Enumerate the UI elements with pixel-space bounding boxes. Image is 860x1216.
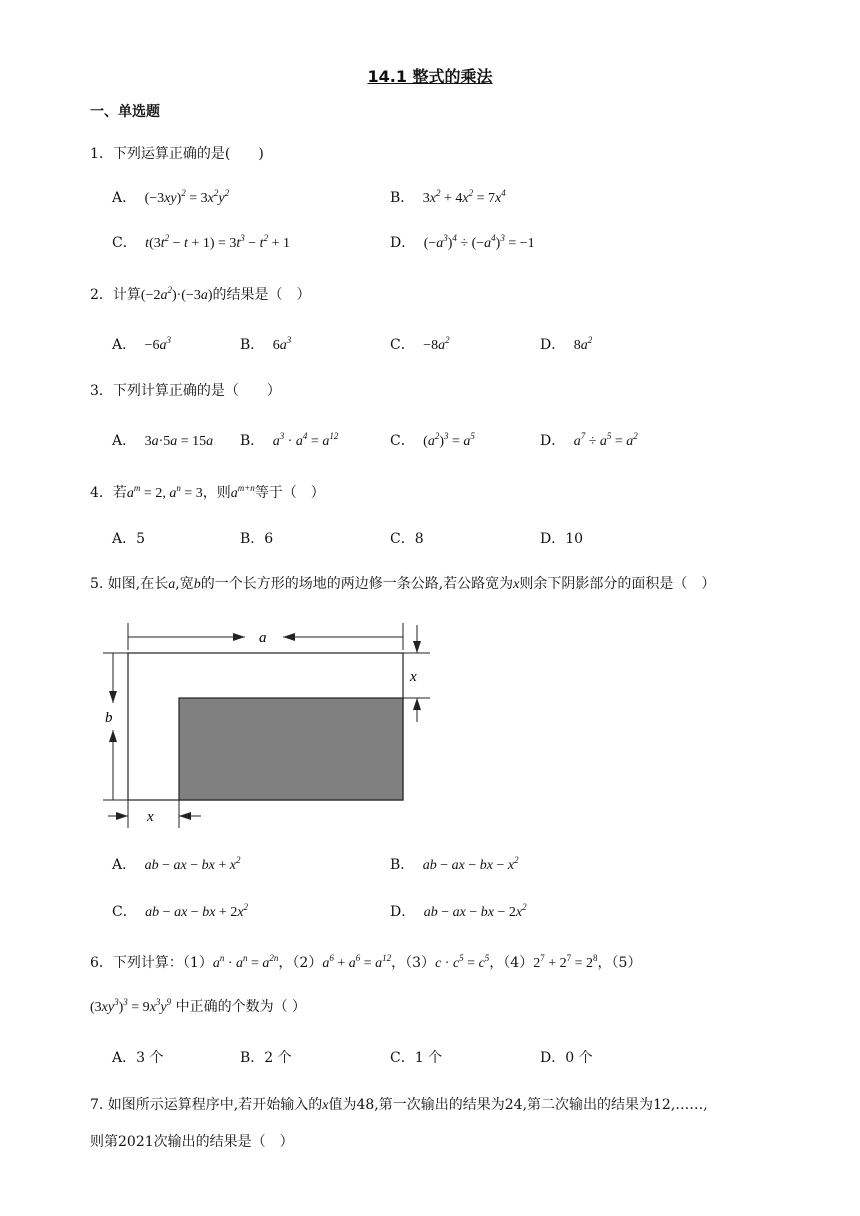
option-label: B．: [390, 190, 415, 206]
q2-option-b[interactable]: [240, 334, 291, 354]
stem-text: ,宽: [175, 576, 194, 592]
q2-option-a[interactable]: [112, 334, 171, 354]
q1-option-d[interactable]: [390, 232, 535, 252]
label-a: a: [259, 630, 267, 646]
arrow-icon: [283, 633, 295, 641]
stem-text: ，（2）: [278, 955, 323, 971]
q1-option-c-math: $t(3t^2 - t + 1) = 3t^3 - t^2 + 1$: [145, 233, 290, 251]
q6-item-1-math: $a^n \cdot a^n = a^{2n}$: [212, 953, 279, 971]
q5-option-b-math: ab − ax − bx − $x^2$: [422, 855, 519, 873]
label-x-right: x: [410, 669, 417, 685]
q6-option-c[interactable]: C．1 个: [390, 1050, 443, 1066]
option-label: B．: [240, 433, 265, 449]
q2-option-c-math: $-8a^2$: [423, 335, 450, 353]
stem-text: ，则: [202, 485, 231, 501]
q4-stem-math-1: $a^m = 2$, $a^n = 3$: [126, 483, 203, 501]
q6-option-b[interactable]: B．2 个: [240, 1050, 292, 1066]
q6-item-5-math: $(3xy^3)^3 = 9x^3y^9$: [90, 997, 172, 1015]
question-6-stem-line1: [90, 952, 641, 972]
q3-option-b[interactable]: [240, 430, 338, 450]
q3-option-a-math: 3a·5a = 15a: [144, 434, 214, 449]
var-b: b: [193, 577, 201, 592]
stem-text: 4．若: [90, 485, 127, 501]
arrow-icon: [233, 633, 245, 641]
var-x: x: [513, 577, 520, 592]
q1-option-d-math: $(-a^3)^4 \div (-a^4)^3 = -1$: [423, 233, 535, 251]
option-label: A．: [112, 190, 137, 206]
option-label: C．: [390, 433, 415, 449]
road-figure: [95, 620, 435, 835]
question-6-stem-line2: [90, 996, 306, 1016]
option-label: B．: [240, 337, 265, 353]
q3-option-c[interactable]: [390, 430, 475, 450]
q1-option-c[interactable]: [112, 232, 290, 252]
question-4-stem: [90, 482, 325, 502]
q3-option-d-math: $a^7 \div a^5 = a^2$: [573, 431, 638, 449]
q4-stem-math-2: $a^{m+n}$: [230, 483, 255, 501]
q1-option-a[interactable]: [112, 187, 229, 207]
q2-option-b-math: $6a^3$: [272, 335, 292, 353]
question-2-stem: [90, 284, 311, 304]
option-label: C．: [390, 337, 415, 353]
arrow-icon: [109, 691, 117, 703]
stem-text: 等于（ ）: [254, 485, 325, 501]
question-3-stem: 3．下列计算正确的是（ ）: [90, 383, 281, 399]
q2-option-d-math: $8a^2$: [573, 335, 593, 353]
arrow-icon: [413, 698, 421, 710]
q5-option-d-math: ab − ax − bx − $2x^2$: [423, 902, 527, 920]
arrow-icon: [116, 812, 128, 820]
q6-item-3-math: $c \cdot c^5 = c^5$: [435, 953, 490, 971]
stem-text: 则余下阴影部分的面积是（ ）: [519, 576, 716, 592]
option-label: C．: [112, 235, 137, 251]
option-label: A．: [112, 433, 137, 449]
option-label: C．: [112, 904, 137, 920]
arrow-icon: [109, 730, 117, 742]
question-1-stem: 1．下列运算正确的是( ): [90, 146, 264, 162]
stem-text: 的结果是（ ）: [212, 287, 311, 303]
q3-option-b-math: $a^3 \cdot a^4 = a^{12}$: [272, 431, 339, 449]
q5-option-a[interactable]: [112, 854, 240, 874]
label-x-bottom: x: [147, 809, 154, 825]
stem-text: ，（5）: [597, 955, 642, 971]
q4-option-c[interactable]: C．8: [390, 531, 424, 547]
stem-text: 值为48,第一次输出的结果为24,第二次输出的结果为12,……,: [328, 1097, 708, 1113]
q6-option-a[interactable]: A．3 个: [112, 1050, 164, 1066]
stem-text: 2．计算: [90, 287, 141, 303]
section-heading: 一、单选题: [90, 104, 160, 120]
option-label: A．: [112, 857, 137, 873]
q5-option-d[interactable]: [390, 901, 527, 921]
q1-option-a-math: $(-3xy)^2 = 3x^2y^2$: [144, 188, 230, 206]
var-a: a: [168, 577, 176, 592]
q4-option-b[interactable]: B．6: [240, 531, 274, 547]
label-b: b: [105, 710, 113, 726]
q1-option-b-math: $3x^2 + 4x^2 = 7x^4$: [422, 188, 506, 206]
q2-option-c[interactable]: [390, 334, 450, 354]
arrow-icon: [179, 812, 191, 820]
option-label: D．: [540, 337, 566, 353]
q2-option-a-math: $-6a^3$: [144, 335, 171, 353]
q6-item-2-math: $a^6 + a^6 = a^{12}$: [322, 953, 392, 971]
q2-stem-math: $(-2a^2)\cdot(-3a)$: [140, 285, 213, 303]
q1-option-b[interactable]: [390, 187, 506, 207]
option-label: A．: [112, 337, 137, 353]
q3-option-c-math: $(a^2)^3 = a^5$: [423, 431, 475, 449]
stem-text: 6．下列计算：（1）: [90, 955, 213, 971]
option-label: B．: [390, 857, 415, 873]
q3-option-a[interactable]: [112, 430, 213, 450]
option-label: D．: [540, 433, 566, 449]
stem-text: ，（4）: [489, 955, 534, 971]
question-7-stem-line1: [90, 1094, 708, 1114]
q5-option-b[interactable]: [390, 854, 519, 874]
q5-option-a-math: ab − ax − bx + $x^2$: [144, 855, 241, 873]
q6-option-d[interactable]: D．0 个: [540, 1050, 593, 1066]
q2-option-d[interactable]: [540, 334, 592, 354]
stem-text: 5. 如图,在长: [90, 576, 169, 592]
q5-option-c-math: ab − ax − bx + $2x^2$: [145, 902, 249, 920]
question-7-stem-line2: 则第2021次输出的结果是（ ）: [90, 1134, 294, 1150]
q4-option-a[interactable]: A．5: [112, 531, 146, 547]
stem-text: 的一个长方形的场地的两边修一条公路,若公路宽为: [200, 576, 514, 592]
option-label: D．: [390, 904, 416, 920]
var-x: x: [322, 1098, 329, 1113]
option-label: D．: [390, 235, 416, 251]
stem-text: ，（3）: [391, 955, 436, 971]
stem-text: 中正确的个数为（ ）: [175, 999, 307, 1015]
stem-text: 7. 如图所示运算程序中,若开始输入的: [90, 1097, 323, 1113]
q4-option-d[interactable]: D．10: [540, 531, 584, 547]
question-5-stem: [90, 573, 715, 593]
arrow-icon: [413, 641, 421, 653]
q5-option-c[interactable]: [112, 901, 248, 921]
shaded-region: [179, 698, 403, 800]
page-title: 14.1 整式的乘法: [367, 67, 493, 86]
q3-option-d[interactable]: [540, 430, 638, 450]
q6-item-4-math: $2^7 + 2^7 = 2^8$: [533, 953, 598, 971]
